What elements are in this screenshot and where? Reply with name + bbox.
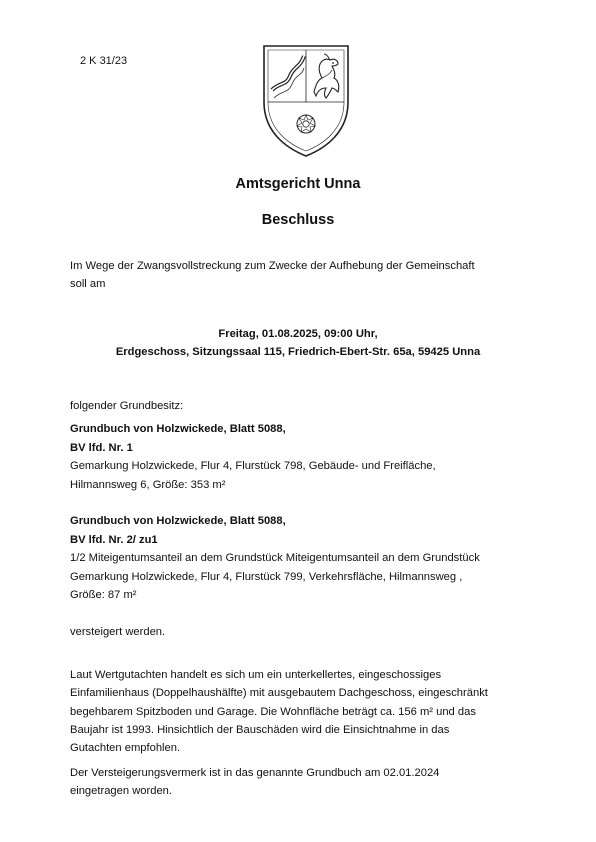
valuation-line: Laut Wertgutachten handelt es sich um ein unterkellertes, eingeschossiges	[70, 669, 442, 681]
property-entry	[70, 420, 540, 494]
valuation-line: Gutachten empfohlen.	[70, 742, 181, 755]
registration-paragraph	[70, 764, 540, 801]
valuation-paragraph	[70, 666, 540, 757]
property-item: BV lfd. Nr. 2/ zu1	[70, 533, 158, 546]
appointment-block	[0, 325, 596, 361]
appointment-location: Erdgeschoss, Sitzungssaal 115, Friedrich-Ebert-Str. 65a, 59425 Unna	[115, 346, 481, 358]
valuation-line: begehbarem Spitzboden und Garage. Die Wohnfläche beträgt ca. 156 m² und das	[70, 705, 476, 718]
property-line: Gemarkung Holzwickede, Flur 4, Flurstück 798, Gebäude- und Freifläche,	[70, 460, 436, 472]
property-intro: folgender Grundbesitz:	[70, 400, 184, 412]
appointment-date-time: Freitag, 01.08.2025, 09:00 Uhr,	[218, 328, 378, 340]
property-register: Grundbuch von Holzwickede, Blatt 5088,	[70, 423, 286, 435]
case-number: 2 K 31/23	[80, 55, 128, 67]
property-line: Größe: 87 m²	[70, 589, 137, 601]
document-title: Beschluss	[261, 212, 335, 228]
intro-line: soll am	[70, 278, 106, 290]
property-item: BV lfd. Nr. 1	[70, 441, 133, 454]
intro-paragraph	[70, 257, 530, 293]
nrw-coat-of-arms-icon	[256, 40, 356, 160]
property-line: Gemarkung Holzwickede, Flur 4, Flurstück 799, Verkehrsfläche, Hilmannsweg ,	[70, 570, 463, 583]
valuation-line: Einfamilienhaus (Doppelhaushälfte) mit ausgebautem Dachgeschoss, eingeschränkt	[70, 687, 488, 700]
intro-line: Im Wege der Zwangsvollstreckung zum Zwecke der Aufhebung der Gemeinschaft	[70, 260, 475, 272]
registration-line: Der Versteigerungsvermerk ist in das genannte Grundbuch am 02.01.2024	[70, 767, 440, 779]
auction-phrase: versteigert werden.	[70, 626, 166, 638]
property-register: Grundbuch von Holzwickede, Blatt 5088,	[70, 515, 286, 527]
property-line: 1/2 Miteigentumsanteil an dem Grundstück Miteigentumsanteil an dem Grundstück	[70, 552, 480, 564]
valuation-line: Baujahr ist 1993. Hinsichtlich der Bauschäden wird die Einsichtnahme in das	[70, 723, 450, 736]
property-line: Hilmannsweg 6, Größe: 353 m²	[70, 478, 226, 491]
registration-line: eingetragen worden.	[70, 785, 173, 798]
court-name: Amtsgericht Unna	[235, 176, 361, 192]
property-entry	[70, 512, 540, 605]
